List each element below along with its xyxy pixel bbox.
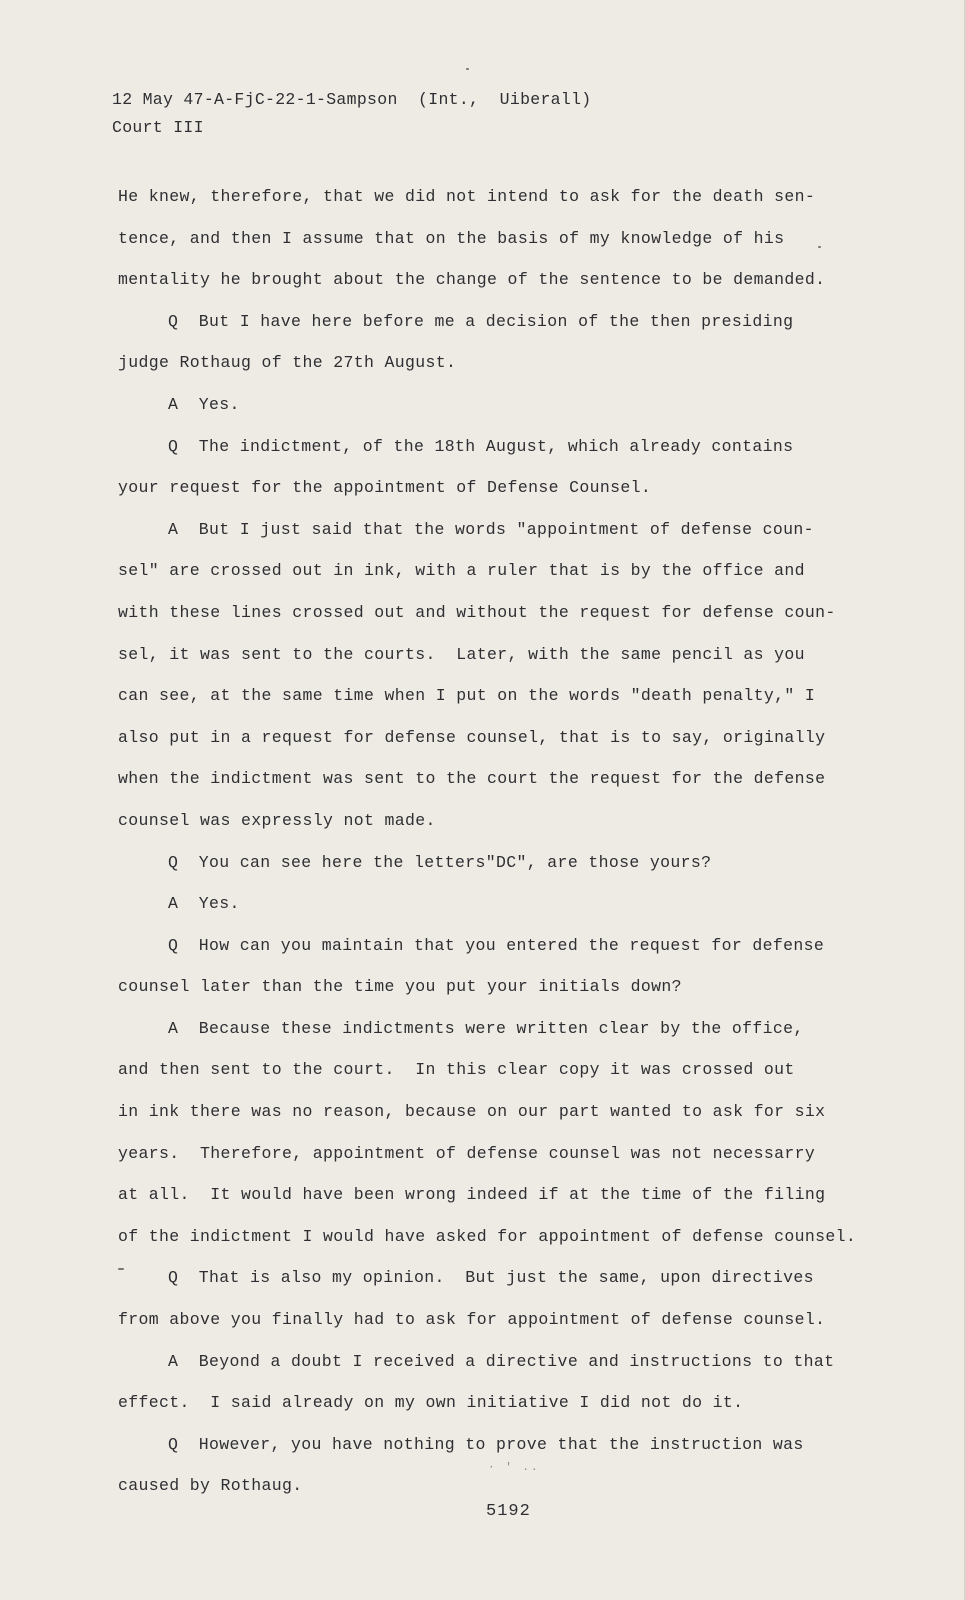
text-line: from above you finally had to ask for appointment of defense counsel. bbox=[118, 1310, 826, 1330]
text-line: mentality he brought about the change of the sentence to be demanded. bbox=[118, 270, 826, 290]
text-line: and then sent to the court. In this clear copy it was crossed out bbox=[118, 1060, 795, 1080]
transcript-body bbox=[118, 176, 858, 1507]
text-line: with these lines crossed out and without the request for defense coun- bbox=[118, 602, 836, 622]
paper-speck bbox=[118, 1268, 124, 1270]
paper-speck bbox=[466, 68, 469, 70]
question-line: Q But I have here before me a decision of the then presiding bbox=[168, 311, 794, 331]
question-line: Q How can you maintain that you entered the request for defense bbox=[168, 935, 825, 955]
header-court-line: Court III bbox=[112, 118, 204, 137]
page-header bbox=[112, 86, 591, 142]
text-line: caused by Rothaug. bbox=[118, 1476, 303, 1496]
text-line: effect. I said already on my own initiative I did not do it. bbox=[118, 1393, 744, 1413]
text-line: of the indictment I would have asked for appointment of defense counsel. bbox=[118, 1226, 857, 1246]
stray-ink-mark: · ′ .. bbox=[488, 1462, 540, 1474]
answer-line: A Yes. bbox=[168, 394, 240, 414]
text-line: can see, at the same time when I put on the words "death penalty," I bbox=[118, 686, 816, 706]
question-line: Q The indictment, of the 18th August, which already contains bbox=[168, 436, 794, 456]
text-line: judge Rothaug of the 27th August. bbox=[118, 353, 457, 373]
paper-speck bbox=[818, 246, 821, 248]
page-number: 5192 bbox=[486, 1502, 531, 1521]
text-line: He knew, therefore, that we did not intend to ask for the death sen- bbox=[118, 187, 816, 206]
text-line: your request for the appointment of Defense Counsel. bbox=[118, 478, 652, 498]
text-line: when the indictment was sent to the court the request for the defense bbox=[118, 769, 826, 789]
text-line: tence, and then I assume that on the basis of my knowledge of his bbox=[118, 228, 785, 248]
question-line: Q You can see here the letters"DC", are those yours? bbox=[168, 852, 712, 872]
text-line: counsel was expressly not made. bbox=[118, 810, 436, 830]
answer-line: A Because these indictments were written clear by the office, bbox=[168, 1018, 804, 1038]
question-line: Q That is also my opinion. But just the same, upon directives bbox=[168, 1268, 814, 1288]
answer-line: A Yes. bbox=[168, 894, 240, 914]
answer-line: A But I just said that the words "appointment of defense coun- bbox=[168, 519, 814, 539]
text-line: in ink there was no reason, because on our part wanted to ask for six bbox=[118, 1102, 826, 1122]
text-line: sel, it was sent to the courts. Later, with the same pencil as you bbox=[118, 644, 805, 664]
answer-line: A Beyond a doubt I received a directive and instructions to that bbox=[168, 1351, 835, 1371]
text-line: also put in a request for defense counsel, that is to say, originally bbox=[118, 727, 826, 747]
question-line: Q However, you have nothing to prove that the instruction was bbox=[168, 1434, 804, 1454]
text-line: sel" are crossed out in ink, with a ruler that is by the office and bbox=[118, 561, 805, 581]
header-session-line: 12 May 47-A-FjC-22-1-Sampson (Int., Uiberall) bbox=[112, 90, 592, 109]
text-line: years. Therefore, appointment of defense counsel was not necessarry bbox=[118, 1143, 816, 1163]
text-line: counsel later than the time you put your initials down? bbox=[118, 977, 682, 997]
text-line: at all. It would have been wrong indeed if at the time of the filing bbox=[118, 1185, 826, 1205]
